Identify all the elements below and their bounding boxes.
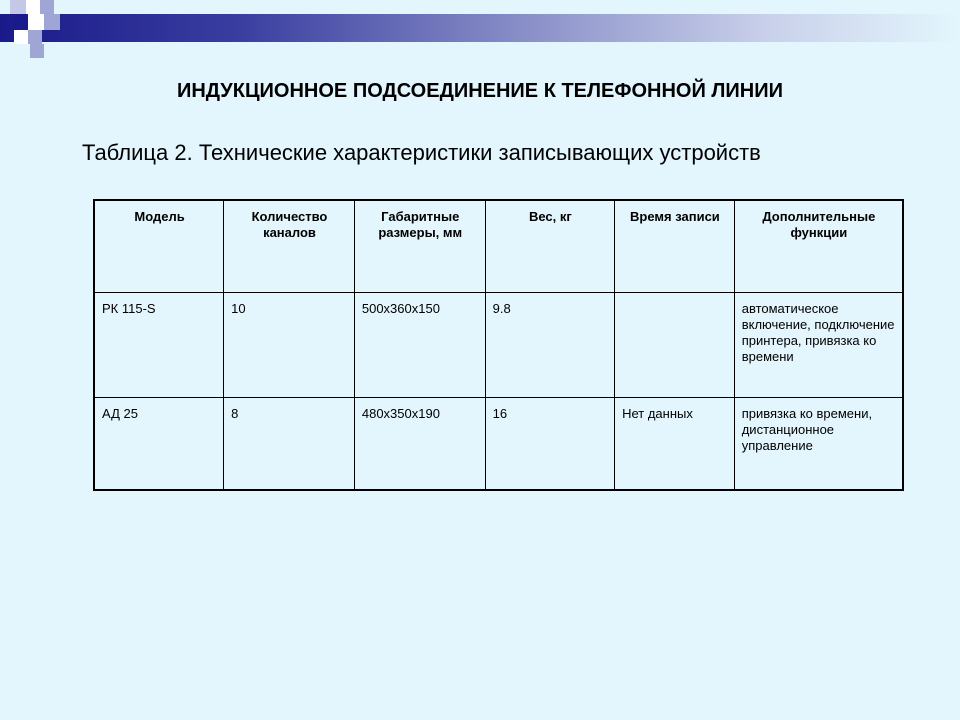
column-header-recording-time: Время записи — [615, 200, 735, 293]
column-header-channels: Количество каналов — [224, 200, 355, 293]
cell-model: АД 25 — [94, 398, 224, 491]
decor-square — [44, 14, 60, 30]
cell-dimensions: 500x360x150 — [354, 293, 485, 398]
decor-square — [28, 30, 42, 44]
cell-extra-functions: привязка ко времени, дистанционное управление — [734, 398, 903, 491]
table-row — [94, 398, 903, 491]
cell-model: РК 115-S — [94, 293, 224, 398]
header-gradient-band — [0, 14, 960, 42]
decor-square — [40, 0, 54, 14]
column-header-weight: Вес, кг — [485, 200, 614, 293]
decor-square — [54, 0, 70, 14]
decor-square — [10, 0, 26, 14]
decor-square — [26, 0, 40, 14]
cell-weight: 16 — [485, 398, 614, 491]
cell-channels: 10 — [224, 293, 355, 398]
cell-dimensions: 480x350x190 — [354, 398, 485, 491]
decor-square — [12, 14, 28, 30]
column-header-extra-functions: Дополнительные функции — [734, 200, 903, 293]
table-caption: Таблица 2. Технические характеристики записывающих устройств — [82, 140, 761, 165]
cell-recording-time: Нет данных — [615, 398, 735, 491]
table-header-row — [94, 200, 903, 293]
column-header-model: Модель — [94, 200, 224, 293]
decor-square — [14, 30, 28, 44]
page-title: ИНДУКЦИОННОЕ ПОДСОЕДИНЕНИЕ К ТЕЛЕФОННОЙ ЛИНИИ — [176, 80, 783, 102]
specs-table — [93, 199, 904, 491]
cell-recording-time — [615, 293, 735, 398]
cell-channels: 8 — [224, 398, 355, 491]
decor-square — [28, 14, 44, 30]
table-row — [94, 293, 903, 398]
cell-extra-functions: автоматическое включение, подключение принтера, привязка ко времени — [734, 293, 903, 398]
column-header-dimensions: Габаритные размеры, мм — [354, 200, 485, 293]
decor-square — [30, 44, 44, 58]
cell-weight: 9.8 — [485, 293, 614, 398]
